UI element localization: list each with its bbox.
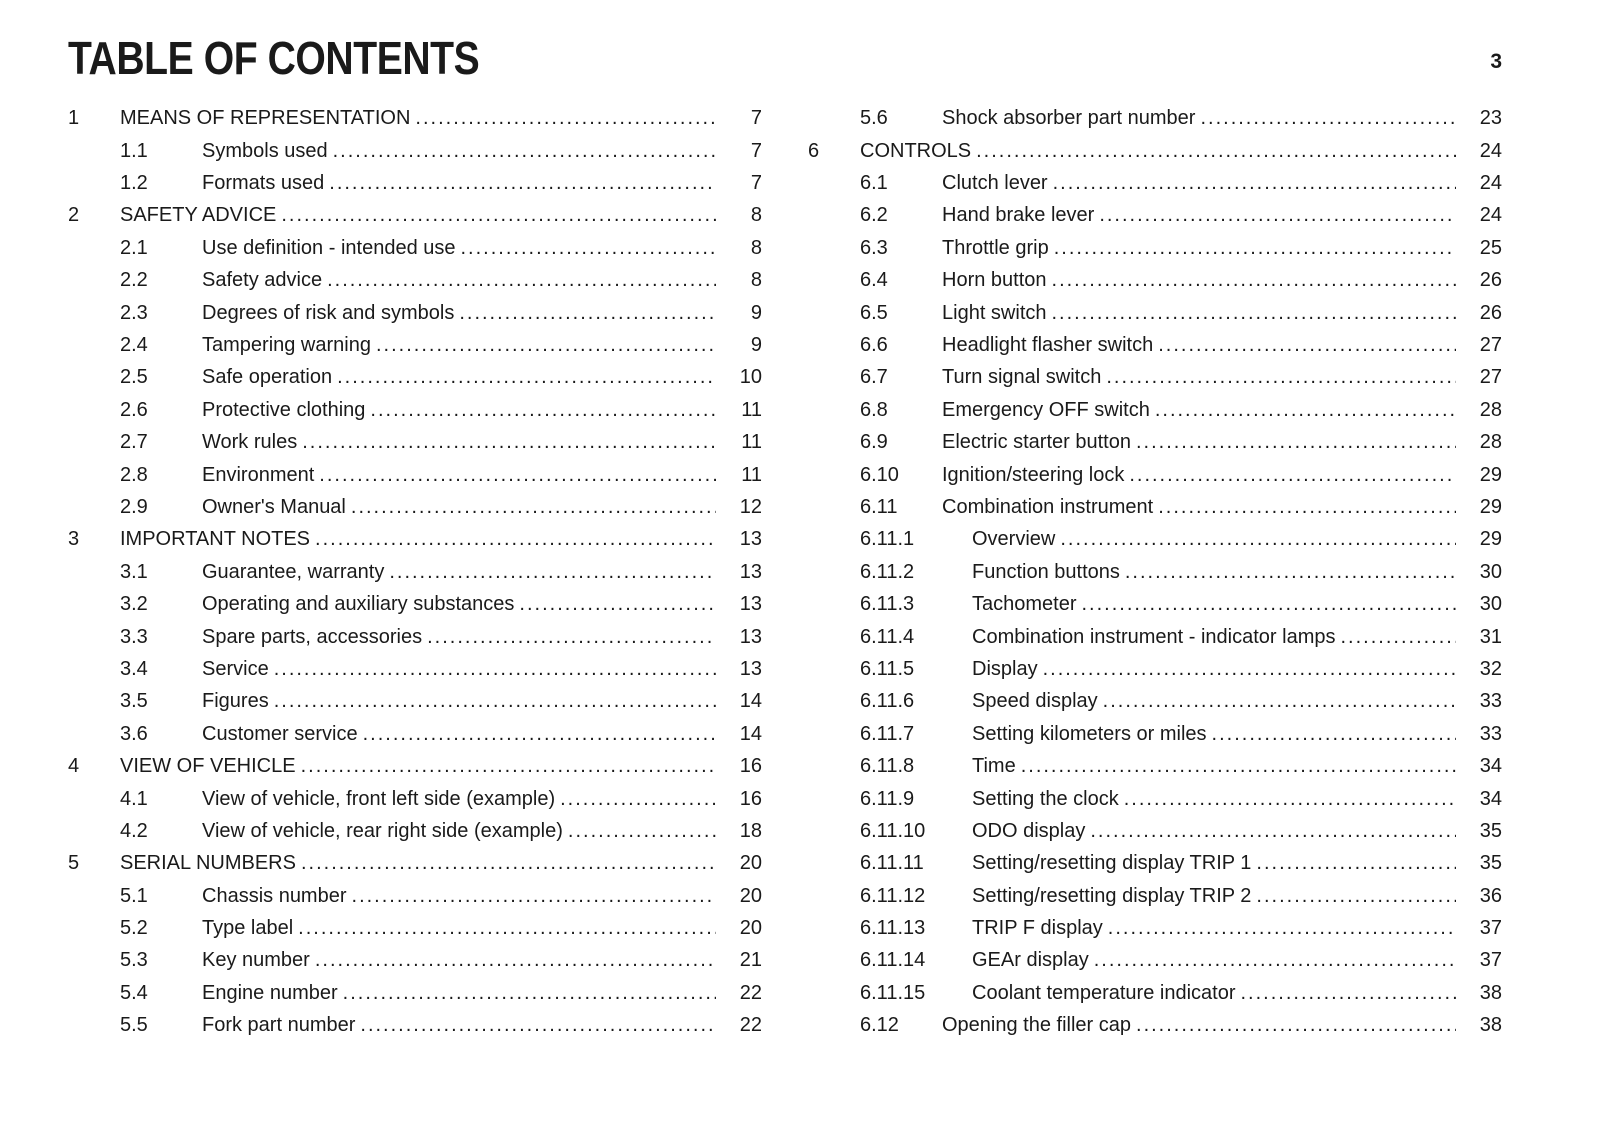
entry-number: 2.4 xyxy=(120,334,148,357)
dot-leader xyxy=(1200,102,1456,134)
toc-entry-row xyxy=(808,750,1502,782)
entry-page: 36 xyxy=(1479,884,1502,907)
entry-number: 6.11.14 xyxy=(860,949,926,972)
dot-leader xyxy=(389,556,716,588)
dot-leader xyxy=(1043,653,1456,685)
toc-entry-row xyxy=(68,167,762,199)
entry-title: Formats used xyxy=(202,172,325,195)
toc-entry-row xyxy=(68,783,762,815)
entry-page: 34 xyxy=(1479,787,1502,810)
toc-entry-row xyxy=(808,199,1502,231)
entry-title: Engine number xyxy=(202,981,338,1004)
dot-leader xyxy=(329,167,716,199)
entry-number: 3.2 xyxy=(120,593,148,616)
entry-page: 22 xyxy=(739,981,762,1004)
dot-leader xyxy=(1053,167,1456,199)
toc-entry-row xyxy=(808,523,1502,555)
toc-entry-row xyxy=(808,685,1502,717)
toc-entry-row xyxy=(808,264,1502,296)
dot-leader xyxy=(1136,1009,1456,1041)
entry-page: 13 xyxy=(739,657,762,680)
toc-entry-row xyxy=(808,297,1502,329)
entry-number: 2.7 xyxy=(120,431,148,454)
entry-title: Owner's Manual xyxy=(202,495,346,518)
entry-number: 3.4 xyxy=(120,657,148,680)
entry-page: 11 xyxy=(741,431,762,454)
toc-entry-row xyxy=(68,329,762,361)
dot-leader xyxy=(363,718,716,750)
toc-columns xyxy=(68,102,1502,1041)
entry-page: 11 xyxy=(741,398,762,421)
dot-leader xyxy=(1341,621,1457,653)
entry-number: 2.5 xyxy=(120,366,148,389)
entry-number: 6.8 xyxy=(860,398,888,421)
dot-leader xyxy=(301,750,716,782)
dot-leader xyxy=(352,880,716,912)
toc-chapter-row xyxy=(808,135,1502,167)
entry-title: Environment xyxy=(202,463,315,486)
entry-title: Safety advice xyxy=(202,269,323,292)
dot-leader xyxy=(1158,491,1456,523)
entry-title: Setting/resetting display TRIP 2 xyxy=(972,884,1252,907)
entry-page: 29 xyxy=(1479,463,1502,486)
entry-title: Chassis number xyxy=(202,884,347,907)
entry-number: 6.11.7 xyxy=(860,722,915,745)
entry-title: Setting kilometers or miles xyxy=(972,722,1207,745)
dot-leader xyxy=(319,459,716,491)
entry-title: Turn signal switch xyxy=(942,366,1102,389)
entry-number: 6.11.3 xyxy=(860,593,915,616)
entry-number: 2.6 xyxy=(120,398,148,421)
entry-page: 7 xyxy=(750,139,762,162)
dot-leader xyxy=(337,361,716,393)
entry-title: Service xyxy=(202,657,269,680)
entry-page: 7 xyxy=(750,107,762,130)
entry-title: Setting/resetting display TRIP 1 xyxy=(972,852,1252,875)
entry-page: 13 xyxy=(739,625,762,648)
entry-page: 27 xyxy=(1479,366,1502,389)
page-number: 3 xyxy=(1490,50,1502,73)
entry-page: 35 xyxy=(1479,852,1502,875)
dot-leader xyxy=(351,491,716,523)
dot-leader xyxy=(976,135,1456,167)
entry-page: 11 xyxy=(741,463,762,486)
entry-page: 28 xyxy=(1479,398,1502,421)
toc-entry-row xyxy=(68,588,762,620)
entry-number: 6.11 xyxy=(860,495,898,518)
entry-number: 6.11.11 xyxy=(860,852,924,875)
toc-column-left xyxy=(68,102,762,1041)
toc-entry-row xyxy=(68,361,762,393)
dot-leader xyxy=(1129,459,1456,491)
entry-page: 35 xyxy=(1479,819,1502,842)
entry-page: 10 xyxy=(739,366,762,389)
entry-number: 1.1 xyxy=(120,139,148,162)
entry-number: 5.2 xyxy=(120,917,148,940)
entry-number: 6.11.12 xyxy=(860,884,926,907)
dot-leader xyxy=(274,653,716,685)
entry-page: 33 xyxy=(1479,690,1502,713)
toc-entry-row xyxy=(68,685,762,717)
entry-page: 34 xyxy=(1479,755,1502,778)
entry-page: 8 xyxy=(750,204,762,227)
toc-entry-row xyxy=(68,880,762,912)
entry-page: 14 xyxy=(739,690,762,713)
entry-page: 38 xyxy=(1479,1014,1502,1037)
entry-title: Ignition/steering lock xyxy=(942,463,1125,486)
entry-number: 6.10 xyxy=(860,463,899,486)
entry-title: Customer service xyxy=(202,722,358,745)
entry-title: Fork part number xyxy=(202,1014,356,1037)
toc-entry-row xyxy=(68,459,762,491)
entry-page: 7 xyxy=(750,172,762,195)
entry-number: 2.8 xyxy=(120,463,148,486)
toc-entry-row xyxy=(808,880,1502,912)
toc-entry-row xyxy=(68,944,762,976)
dot-leader xyxy=(315,523,716,555)
entry-page: 24 xyxy=(1479,172,1502,195)
entry-title: TRIP F display xyxy=(972,917,1103,940)
entry-title: ODO display xyxy=(972,819,1086,842)
dot-leader xyxy=(281,199,716,231)
toc-chapter-row xyxy=(68,102,762,134)
entry-page: 9 xyxy=(750,334,762,357)
dot-leader xyxy=(1060,523,1456,555)
entry-number: 5.5 xyxy=(120,1014,148,1037)
entry-page: 20 xyxy=(739,884,762,907)
toc-entry-row xyxy=(808,944,1502,976)
entry-number: 6 xyxy=(808,139,820,162)
dot-leader xyxy=(1052,264,1456,296)
dot-leader xyxy=(1099,199,1456,231)
entry-page: 21 xyxy=(739,949,762,972)
toc-entry-row xyxy=(68,621,762,653)
toc-chapter-row xyxy=(68,847,762,879)
dot-leader xyxy=(519,588,716,620)
toc-chapter-row xyxy=(68,523,762,555)
dot-leader xyxy=(1155,394,1456,426)
entry-number: 6.5 xyxy=(860,301,888,324)
entry-number: 6.4 xyxy=(860,269,888,292)
entry-title: Function buttons xyxy=(972,560,1120,583)
toc-entry-row xyxy=(68,653,762,685)
dot-leader xyxy=(415,102,716,134)
entry-title: Key number xyxy=(202,949,310,972)
entry-page: 16 xyxy=(739,755,762,778)
entry-page: 16 xyxy=(739,787,762,810)
entry-title: Opening the filler cap xyxy=(942,1014,1132,1037)
entry-page: 22 xyxy=(739,1014,762,1037)
entry-page: 30 xyxy=(1479,560,1502,583)
entry-page: 26 xyxy=(1479,269,1502,292)
entry-page: 23 xyxy=(1479,107,1502,130)
entry-title: Horn button xyxy=(942,269,1047,292)
entry-title: Type label xyxy=(202,917,294,940)
toc-entry-row xyxy=(68,1009,762,1041)
entry-title: Use definition - intended use xyxy=(202,236,456,259)
toc-entry-row xyxy=(68,977,762,1009)
entry-title: Light switch xyxy=(942,301,1047,324)
entry-number: 2.9 xyxy=(120,495,148,518)
entry-page: 24 xyxy=(1479,139,1502,162)
entry-number: 6.11.4 xyxy=(860,625,915,648)
entry-page: 13 xyxy=(739,593,762,616)
entry-number: 2 xyxy=(68,204,80,227)
entry-page: 33 xyxy=(1479,722,1502,745)
entry-number: 2.1 xyxy=(120,236,148,259)
toc-entry-row xyxy=(68,135,762,167)
entry-number: 6.11.13 xyxy=(860,917,926,940)
entry-number: 6.11.15 xyxy=(860,981,926,1004)
entry-title: Operating and auxiliary substances xyxy=(202,593,515,616)
entry-page: 20 xyxy=(739,852,762,875)
entry-page: 29 xyxy=(1479,528,1502,551)
entry-number: 2.2 xyxy=(120,269,148,292)
toc-entry-row xyxy=(808,1009,1502,1041)
entry-number: 2.3 xyxy=(120,301,148,324)
entry-number: 6.2 xyxy=(860,204,888,227)
entry-title: Guarantee, warranty xyxy=(202,560,385,583)
entry-title: Combination instrument - indicator lamps xyxy=(972,625,1336,648)
dot-leader xyxy=(459,297,716,329)
entry-title: VIEW OF VEHICLE xyxy=(120,755,296,778)
entry-title: Combination instrument xyxy=(942,495,1154,518)
entry-page: 26 xyxy=(1479,301,1502,324)
entry-title: Tachometer xyxy=(972,593,1077,616)
dot-leader xyxy=(1103,685,1456,717)
dot-leader xyxy=(1212,718,1456,750)
page-header xyxy=(68,34,1502,82)
entry-number: 1.2 xyxy=(120,172,148,195)
entry-title: View of vehicle, front left side (example) xyxy=(202,787,556,810)
entry-number: 4.1 xyxy=(120,787,148,810)
entry-number: 6.11.6 xyxy=(860,690,915,713)
toc-entry-row xyxy=(808,718,1502,750)
toc-entry-row xyxy=(68,815,762,847)
entry-number: 5.6 xyxy=(860,107,888,130)
entry-title: Degrees of risk and symbols xyxy=(202,301,455,324)
entry-title: CONTROLS xyxy=(860,139,972,162)
entry-title: SAFETY ADVICE xyxy=(120,204,277,227)
entry-title: Shock absorber part number xyxy=(942,107,1196,130)
entry-number: 3.3 xyxy=(120,625,148,648)
entry-title: MEANS OF REPRESENTATION xyxy=(120,107,411,130)
entry-number: 6.9 xyxy=(860,431,888,454)
dot-leader xyxy=(315,944,716,976)
entry-title: Hand brake lever xyxy=(942,204,1095,227)
dot-leader xyxy=(1240,977,1456,1009)
toc-entry-row xyxy=(68,556,762,588)
dot-leader xyxy=(376,329,716,361)
entry-number: 3.1 xyxy=(120,560,148,583)
toc-entry-row xyxy=(808,329,1502,361)
entry-title: Overview xyxy=(972,528,1056,551)
entry-number: 6.11.8 xyxy=(860,755,915,778)
dot-leader xyxy=(568,815,716,847)
toc-chapter-row xyxy=(68,199,762,231)
toc-entry-row xyxy=(68,394,762,426)
entry-number: 6.1 xyxy=(860,172,888,195)
toc-entry-row xyxy=(68,912,762,944)
entry-page: 18 xyxy=(739,819,762,842)
dot-leader xyxy=(1256,880,1456,912)
dot-leader xyxy=(1052,297,1457,329)
entry-number: 5 xyxy=(68,852,80,875)
entry-number: 1 xyxy=(68,107,80,130)
entry-number: 3.6 xyxy=(120,722,148,745)
dot-leader xyxy=(1090,815,1456,847)
entry-number: 6.11.5 xyxy=(860,657,915,680)
dot-leader xyxy=(1082,588,1457,620)
entry-title: Speed display xyxy=(972,690,1098,713)
entry-number: 6.11.9 xyxy=(860,787,915,810)
entry-title: Throttle grip xyxy=(942,236,1049,259)
entry-title: IMPORTANT NOTES xyxy=(120,528,311,551)
toc-entry-row xyxy=(808,653,1502,685)
dot-leader xyxy=(333,135,716,167)
entry-title: Clutch lever xyxy=(942,172,1048,195)
toc-chapter-row xyxy=(68,750,762,782)
entry-number: 4.2 xyxy=(120,819,148,842)
entry-title: Protective clothing xyxy=(202,398,366,421)
entry-title: Figures xyxy=(202,690,269,713)
entry-number: 6.11.1 xyxy=(860,528,915,551)
entry-page: 29 xyxy=(1479,495,1502,518)
entry-number: 6.6 xyxy=(860,334,888,357)
entry-title: Spare parts, accessories xyxy=(202,625,423,648)
entry-page: 12 xyxy=(739,495,762,518)
entry-page: 32 xyxy=(1479,657,1502,680)
dot-leader xyxy=(427,621,716,653)
dot-leader xyxy=(360,1009,716,1041)
toc-entry-row xyxy=(68,297,762,329)
entry-number: 4 xyxy=(68,755,80,778)
toc-entry-row xyxy=(808,426,1502,458)
entry-page: 31 xyxy=(1479,625,1502,648)
entry-page: 24 xyxy=(1479,204,1502,227)
entry-title: Display xyxy=(972,657,1038,680)
dot-leader xyxy=(1106,361,1456,393)
entry-page: 30 xyxy=(1479,593,1502,616)
entry-number: 6.7 xyxy=(860,366,888,389)
dot-leader xyxy=(461,232,717,264)
dot-leader xyxy=(1054,232,1456,264)
dot-leader xyxy=(560,783,716,815)
toc-entry-row xyxy=(808,783,1502,815)
entry-page: 28 xyxy=(1479,431,1502,454)
entry-number: 3.5 xyxy=(120,690,148,713)
toc-entry-row xyxy=(68,426,762,458)
dot-leader xyxy=(1108,912,1456,944)
entry-title: Electric starter button xyxy=(942,431,1131,454)
dot-leader xyxy=(327,264,716,296)
entry-number: 5.3 xyxy=(120,949,148,972)
toc-entry-row xyxy=(808,167,1502,199)
toc-entry-row xyxy=(808,588,1502,620)
entry-title: View of vehicle, rear right side (example) xyxy=(202,819,563,842)
dot-leader xyxy=(1021,750,1456,782)
dot-leader xyxy=(1094,944,1456,976)
entry-page: 38 xyxy=(1479,981,1502,1004)
toc-entry-row xyxy=(808,102,1502,134)
toc-entry-row xyxy=(808,556,1502,588)
toc-column-right xyxy=(808,102,1502,1041)
dot-leader xyxy=(302,426,716,458)
dot-leader xyxy=(343,977,716,1009)
entry-title: Coolant temperature indicator xyxy=(972,981,1236,1004)
entry-page: 27 xyxy=(1479,334,1502,357)
entry-number: 6.11.10 xyxy=(860,819,926,842)
entry-number: 5.4 xyxy=(120,981,148,1004)
entry-page: 20 xyxy=(739,917,762,940)
dot-leader xyxy=(274,685,716,717)
dot-leader xyxy=(1125,556,1456,588)
entry-number: 3 xyxy=(68,528,80,551)
entry-page: 13 xyxy=(739,560,762,583)
toc-entry-row xyxy=(808,815,1502,847)
toc-entry-row xyxy=(808,394,1502,426)
toc-entry-row xyxy=(808,621,1502,653)
toc-entry-row xyxy=(808,232,1502,264)
entry-title: Work rules xyxy=(202,431,298,454)
entry-page: 8 xyxy=(750,236,762,259)
entry-page: 25 xyxy=(1479,236,1502,259)
toc-entry-row xyxy=(808,912,1502,944)
toc-entry-row xyxy=(68,232,762,264)
toc-entry-row xyxy=(808,361,1502,393)
toc-entry-row xyxy=(68,264,762,296)
dot-leader xyxy=(370,394,716,426)
toc-entry-row xyxy=(808,459,1502,491)
entry-number: 6.12 xyxy=(860,1014,899,1037)
dot-leader xyxy=(1256,847,1456,879)
dot-leader xyxy=(298,912,716,944)
entry-page: 13 xyxy=(739,528,762,551)
dot-leader xyxy=(1158,329,1456,361)
entry-page: 9 xyxy=(750,301,762,324)
entry-number: 6.11.2 xyxy=(860,560,915,583)
dot-leader xyxy=(301,847,716,879)
entry-title: Safe operation xyxy=(202,366,333,389)
entry-page: 8 xyxy=(750,269,762,292)
entry-title: Tampering warning xyxy=(202,334,371,357)
entry-title: Setting the clock xyxy=(972,787,1119,810)
toc-entry-row xyxy=(808,491,1502,523)
entry-title: Headlight flasher switch xyxy=(942,334,1154,357)
toc-entry-row xyxy=(68,491,762,523)
entry-title: SERIAL NUMBERS xyxy=(120,852,296,875)
dot-leader xyxy=(1136,426,1456,458)
entry-number: 6.3 xyxy=(860,236,888,259)
entry-page: 37 xyxy=(1479,949,1502,972)
dot-leader xyxy=(1124,783,1456,815)
entry-number: 5.1 xyxy=(120,884,148,907)
entry-page: 14 xyxy=(739,722,762,745)
toc-entry-row xyxy=(808,977,1502,1009)
entry-title: Time xyxy=(972,755,1016,778)
toc-entry-row xyxy=(808,847,1502,879)
toc-entry-row xyxy=(68,718,762,750)
entry-title: Emergency OFF switch xyxy=(942,398,1150,421)
page-title: TABLE OF CONTENTS xyxy=(68,32,480,84)
entry-title: Symbols used xyxy=(202,139,328,162)
entry-page: 37 xyxy=(1479,917,1502,940)
entry-title: GEAr display xyxy=(972,949,1089,972)
